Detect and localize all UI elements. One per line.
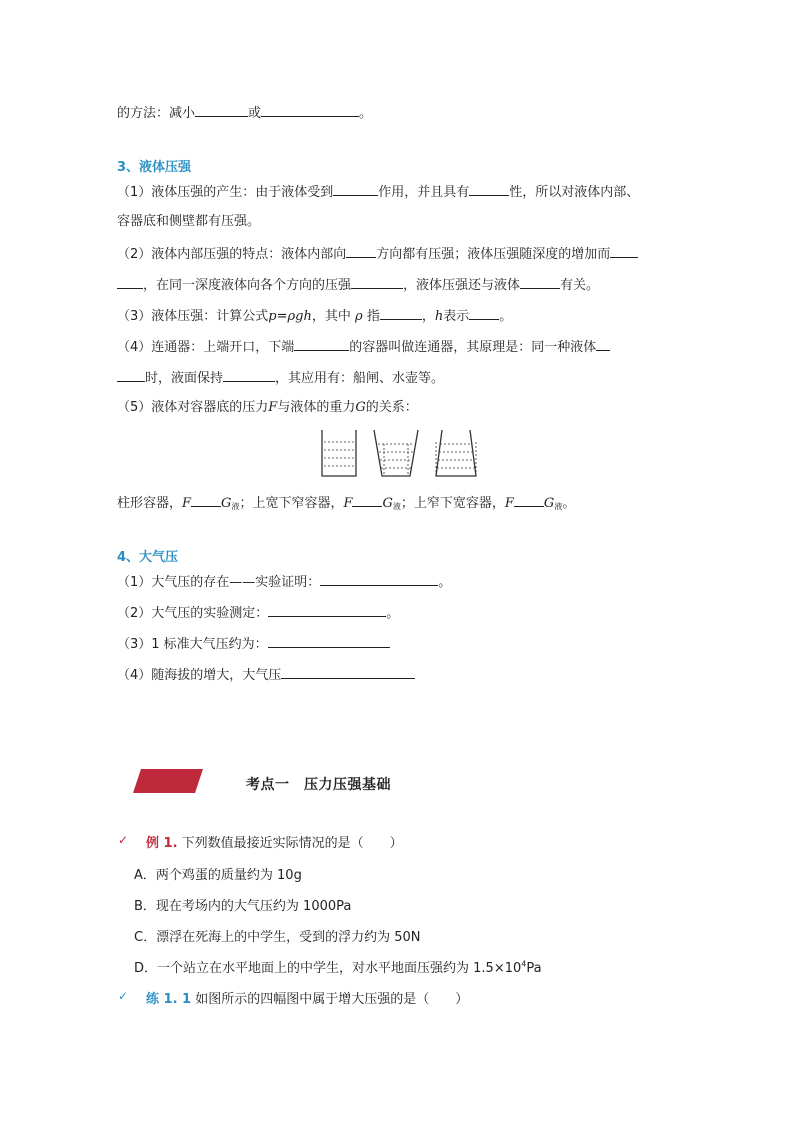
blank[interactable] <box>268 635 390 648</box>
containers-diagram <box>318 428 488 480</box>
practice-question <box>146 988 468 1007</box>
example-label: 例 1. <box>146 836 178 851</box>
s3-item-5: （5）液体对容器底的压力F与液体的重力G的关系： <box>117 400 418 415</box>
blank[interactable] <box>294 338 349 351</box>
blank[interactable] <box>520 276 560 289</box>
text: 的方法：减小 <box>117 106 196 121</box>
practice-label: 练 1. 1 <box>146 992 192 1007</box>
s3-item-2-cont: ，在同一深度液体向各个方向的压强 ，液体压强还与液体 有关。 <box>117 276 599 294</box>
blank[interactable] <box>320 573 438 586</box>
section-title-liquid-pressure: 3、液体压强 <box>117 160 192 175</box>
blank[interactable] <box>610 245 638 258</box>
question-text: 如图所示的四幅图中属于增大压强的是（ ） <box>195 992 469 1007</box>
blank[interactable] <box>191 494 221 507</box>
blank[interactable] <box>469 307 499 320</box>
blank[interactable] <box>469 183 509 196</box>
s3-item-3: （3）液体压强：计算公式p=ρgh，其中 ρ 指 ，h表示 。 <box>117 309 513 324</box>
blank[interactable] <box>223 369 275 382</box>
blank[interactable] <box>514 494 544 507</box>
check-icon: ✓ <box>118 833 129 847</box>
blank[interactable] <box>380 307 422 320</box>
s4-item-2: （2）大气压的实验测定： 。 <box>117 606 400 621</box>
banner-title: 考点一 压力压强基础 <box>246 777 391 793</box>
s4-item-1: （1）大气压的存在——实验证明： 。 <box>117 575 452 590</box>
question-text: 下列数值最接近实际情况的是（ ） <box>181 836 403 851</box>
narrow-top-container-icon <box>436 430 476 476</box>
blank[interactable] <box>117 369 145 382</box>
option-b[interactable]: B．现在考场内的大气压约为 1000Pa <box>134 899 352 914</box>
blank[interactable] <box>596 338 610 351</box>
blank[interactable] <box>268 604 386 617</box>
s3-item-4-cont: 时，液面保持 ，其应用有：船闸、水壶等。 <box>117 369 444 387</box>
blank[interactable] <box>333 183 378 196</box>
s3-item-2: （2）液体内部压强的特点：液体内部向 方向都有压强；液体压强随深度的增加而 <box>117 245 638 263</box>
section-title-atmospheric-pressure: 4、大气压 <box>117 550 179 565</box>
s4-item-4: （4）随海拔的增大，大气压 <box>117 666 415 684</box>
s3-item-1: （1）液体压强的产生：由于液体受到 作用，并且具有 性，所以对液体内部、 <box>117 185 640 200</box>
cylindrical-container-icon <box>322 430 356 476</box>
blank[interactable] <box>351 276 403 289</box>
text: 。 <box>359 106 373 121</box>
section-banner <box>133 769 203 797</box>
check-icon: ✓ <box>118 989 129 1003</box>
blank[interactable] <box>346 245 376 258</box>
s3-item-4: （4）连通器：上端开口，下端 的容器叫做连通器，其原理是：同一种液体 <box>117 338 610 356</box>
container-relations: 柱形容器，F $G_液$；上宽下窄容器，F $G_液$；上窄下宽容器，F $G_液$。 <box>117 496 576 511</box>
banner-parallelogram-icon <box>133 769 203 793</box>
blank[interactable] <box>352 494 382 507</box>
blank[interactable] <box>117 276 143 289</box>
text: 或 <box>248 106 262 121</box>
option-a[interactable]: A．两个鸡蛋的质量约为 10g <box>134 868 302 883</box>
blank[interactable] <box>261 104 359 117</box>
blank[interactable] <box>281 666 415 679</box>
intro-line <box>117 104 372 122</box>
option-d[interactable]: D．一个站立在水平地面上的中学生，对水平地面压强约为 $1.5\times 10^4Pa$ <box>134 959 542 976</box>
blank[interactable] <box>195 104 248 117</box>
s4-item-3: （3）1 标准大气压约为： <box>117 635 390 653</box>
example-question <box>146 832 403 851</box>
wide-top-container-icon <box>374 430 418 476</box>
container-figures <box>318 428 488 484</box>
s3-item-1-cont: 容器底和侧壁都有压强。 <box>117 214 261 229</box>
option-c[interactable]: C．漂浮在死海上的中学生，受到的浮力约为 50N <box>134 930 421 945</box>
